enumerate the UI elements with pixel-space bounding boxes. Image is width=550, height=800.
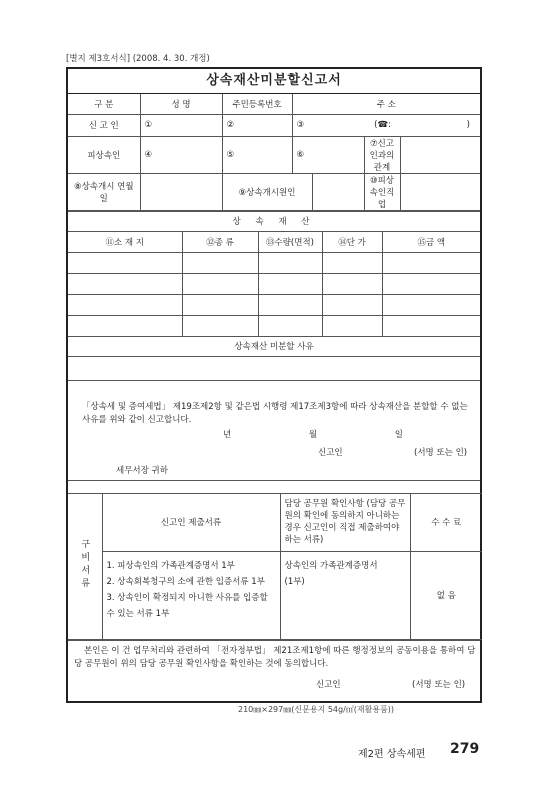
- reporter-row: [68, 114, 480, 136]
- deceased-job-label: ⑩피상속인직업: [364, 173, 400, 210]
- docs-check-header: 담당 공무원 확인사항 (담당 공무원의 확인에 동의하지 아니하는 경우 신고인이 직접 제출하여야 하는 서류): [280, 493, 410, 551]
- signer-label: 신고인: [318, 447, 343, 458]
- reporter-name-field[interactable]: ①: [140, 114, 222, 136]
- form-number: [별지 제3호서식] (2008. 4. 30. 개정): [66, 54, 210, 64]
- deceased-name-field[interactable]: ④: [140, 136, 222, 173]
- header-row: [68, 94, 480, 114]
- declaration-block: [68, 381, 480, 481]
- estate-cell[interactable]: [382, 273, 480, 294]
- consent-signer-sign[interactable]: (서명 또는 인): [412, 679, 466, 690]
- estate-row: [68, 252, 480, 273]
- estate-cell[interactable]: [258, 294, 322, 315]
- estate-cell[interactable]: [382, 252, 480, 273]
- start-cause-field[interactable]: [312, 173, 364, 210]
- date-line: 년 월 일: [223, 429, 403, 440]
- reporter-label: 신 고 인: [68, 114, 140, 136]
- estate-cell[interactable]: [382, 315, 480, 336]
- estate-columns: [68, 231, 480, 252]
- deceased-row: [68, 136, 480, 173]
- reason-field[interactable]: [68, 356, 480, 380]
- estate-cell[interactable]: [182, 294, 258, 315]
- reason-header: 상속재산 미분할 사유: [68, 336, 480, 356]
- estate-cell[interactable]: [258, 252, 322, 273]
- docs-fee-header: 수 수 료: [410, 493, 482, 551]
- col-location: ⑪소 재 지: [68, 231, 182, 252]
- docs-side-label: 구비서류: [68, 493, 102, 639]
- col-name: 성 명: [140, 94, 222, 114]
- col-address: 주 소: [292, 94, 480, 114]
- list-item: 1. 피상속인의 가족관계증명서 1부: [106, 560, 235, 571]
- estate-header: 상 속 재 산: [68, 211, 480, 231]
- docs-submit-list: [102, 551, 280, 639]
- estate-row: [68, 315, 480, 336]
- consent-block: [68, 640, 480, 697]
- reporter-rrn-field[interactable]: ②: [222, 114, 292, 136]
- docs-fee-value: 없 음: [410, 551, 482, 639]
- col-kind: ⑫종 류: [182, 231, 258, 252]
- col-unit-price: ⑭단 가: [322, 231, 382, 252]
- start-date-label: ⑧상속개시 연월일: [68, 173, 140, 210]
- estate-cell[interactable]: [258, 315, 322, 336]
- page-number: 279: [450, 741, 480, 757]
- estate-table: [68, 211, 480, 381]
- consent-signer-label: 신고인: [316, 679, 341, 690]
- signer-sign[interactable]: (서명 또는 인): [414, 447, 468, 458]
- estate-cell[interactable]: [322, 252, 382, 273]
- info-table: [68, 94, 480, 211]
- consent-text: 본인은 이 건 업무처리와 관련하여 「전자정부법」 제21조제1항에 따른 행정정보의 공동이용을 통하여 담당 공무원이 위의 담당 공무원 확인사항을 확인하는 것에 동의합니다.: [74, 645, 476, 669]
- reporter-address-field[interactable]: ③ (☎: ): [292, 114, 480, 136]
- estate-cell[interactable]: [322, 294, 382, 315]
- report-form: [66, 67, 482, 703]
- list-item: 3. 상속인이 확정되지 아니한 사유를 입증할 수 있는 서류 1부: [106, 592, 268, 619]
- estate-cell[interactable]: [322, 273, 382, 294]
- estate-cell[interactable]: [68, 273, 182, 294]
- estate-cell[interactable]: [322, 315, 382, 336]
- estate-cell[interactable]: [182, 273, 258, 294]
- estate-cell[interactable]: [68, 252, 182, 273]
- form-title: 상속재산미분할신고서: [68, 69, 480, 94]
- col-category: 구 분: [68, 94, 140, 114]
- estate-cell[interactable]: [182, 315, 258, 336]
- estate-cell[interactable]: [68, 315, 182, 336]
- docs-submit-header: 신고인 제출서류: [102, 493, 280, 551]
- declaration-text: 「상속세 및 증여세법」 제19조제2항 및 같은법 시행령 제17조제3항에 따라 상속재산을 분할할 수 없는 사유를 위와 같이 신고합니다.: [82, 401, 468, 425]
- start-cause-label: ⑨상속개시원인: [222, 173, 312, 210]
- relation-label: ⑦신고인과의 관계: [364, 136, 400, 173]
- estate-row: [68, 294, 480, 315]
- estate-cell[interactable]: [258, 273, 322, 294]
- docs-check-list: 상속인의 가족관계증명서 (1부): [280, 551, 410, 639]
- estate-row: [68, 273, 480, 294]
- estate-cell[interactable]: [182, 252, 258, 273]
- deceased-label: 피상속인: [68, 136, 140, 173]
- section-title: 제2편 상속세편: [358, 749, 426, 760]
- start-date-field[interactable]: [140, 173, 222, 210]
- addressee: 세무서장 귀하: [116, 465, 168, 476]
- deceased-rrn-field[interactable]: ⑤: [222, 136, 292, 173]
- col-amount: ⑮금 액: [382, 231, 480, 252]
- list-item: 2. 상속회복청구의 소에 관한 입증서류 1부: [106, 576, 265, 587]
- paper-size-note: 210㎜×297㎜(신문용지 54g/㎡(재활용품)): [238, 705, 395, 714]
- deceased-address-field[interactable]: ⑥: [292, 136, 364, 173]
- reporter-tel: (☎:: [374, 120, 391, 130]
- col-quantity: ⑬수량(면적): [258, 231, 322, 252]
- estate-cell[interactable]: [68, 294, 182, 315]
- start-row: [68, 173, 480, 210]
- documents-table: [68, 493, 482, 640]
- deceased-job-field[interactable]: [400, 173, 480, 210]
- col-rrn: 주민등록번호: [222, 94, 292, 114]
- estate-cell[interactable]: [382, 294, 480, 315]
- relation-field[interactable]: [400, 136, 480, 173]
